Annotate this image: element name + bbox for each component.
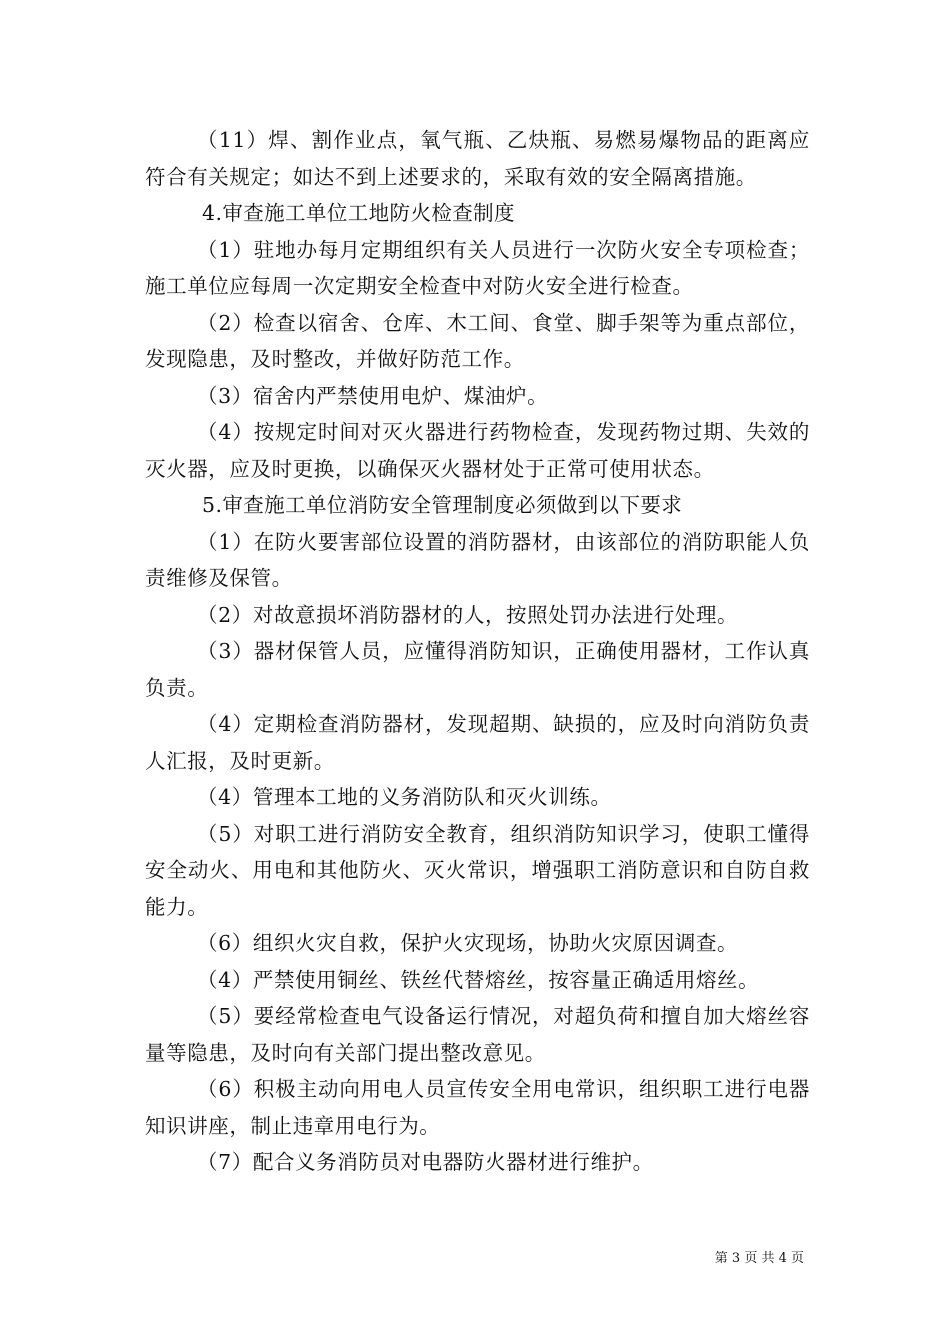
paragraph-management-6a: （6）组织火灾自救，保护火灾现场，协助火灾原因调查。 (197, 931, 739, 955)
section-heading-4: 4.审查施工单位工地防火检查制度 (202, 201, 515, 225)
document-body (145, 122, 810, 1181)
paragraph-inspection-2: （2）检查以宿舍、仓库、木工间、食堂、脚手架等为重点部位，发现隐患，及时整改，并做好防范工作。 (145, 310, 810, 371)
paragraph-management-4b: （4）管理本工地的义务消防队和灭火训练。 (197, 785, 612, 809)
paragraph-management-1: （1）在防火要害部位设置的消防器材，由该部位的消防职能人负责维修及保管。 (145, 529, 810, 590)
paragraph-inspection-4: （4）按规定时间对灭火器进行药物检查，发现药物过期、失效的灭火器，应及时更换，以确保灭火器材处于正常可使用状态。 (145, 420, 810, 481)
paragraph-electrical-4: （4）严禁使用铜丝、铁丝代替熔丝，按容量正确适用熔丝。 (197, 967, 760, 992)
paragraph-management-5a: （5）对职工进行消防安全教育，组织消防知识学习，使职工懂得安全动火、用电和其他防火、灭火常识，增强职工消防意识和自防自救能力。 (145, 821, 810, 919)
paragraph-electrical-5: （5）要经常检查电气设备运行情况，对超负荷和擅自加大熔丝容量等隐患，及时向有关部门提出整改意见。 (145, 1004, 810, 1065)
paragraph-inspection-3: （3）宿舍内严禁使用电炉、煤油炉。 (197, 383, 549, 408)
paragraph-management-2: （2）对故意损坏消防器材的人，按照处罚办法进行处理。 (197, 602, 739, 627)
paragraph-management-4a: （4）定期检查消防器材，发现超期、缺损的，应及时向消防负责人汇报，及时更新。 (145, 712, 810, 773)
page-number-footer: 第 3 页 共 4 页 (714, 1251, 804, 1266)
paragraph-item-11: （11）焊、割作业点，氧气瓶、乙炔瓶、易燃易爆物品的距离应符合有关规定；如达不到上述要求的，采取有效的安全隔离措施。 (145, 128, 810, 189)
paragraph-management-3: （3）器材保管人员，应懂得消防知识，正确使用器材，工作认真负责。 (145, 639, 810, 700)
paragraph-electrical-6: （6）积极主动向用电人员宣传安全用电常识，组织职工进行电器知识讲座，制止违章用电行为。 (145, 1077, 810, 1138)
paragraph-electrical-7: （7）配合义务消防员对电器防火器材进行维护。 (197, 1150, 654, 1174)
section-heading-5: 5.审查施工单位消防安全管理制度必须做到以下要求 (202, 493, 683, 517)
paragraph-inspection-1: （1）驻地办每月定期组织有关人员进行一次防火安全专项检查；施工单位应每周一次定期安全检查中对防火安全进行检查。 (145, 237, 810, 298)
